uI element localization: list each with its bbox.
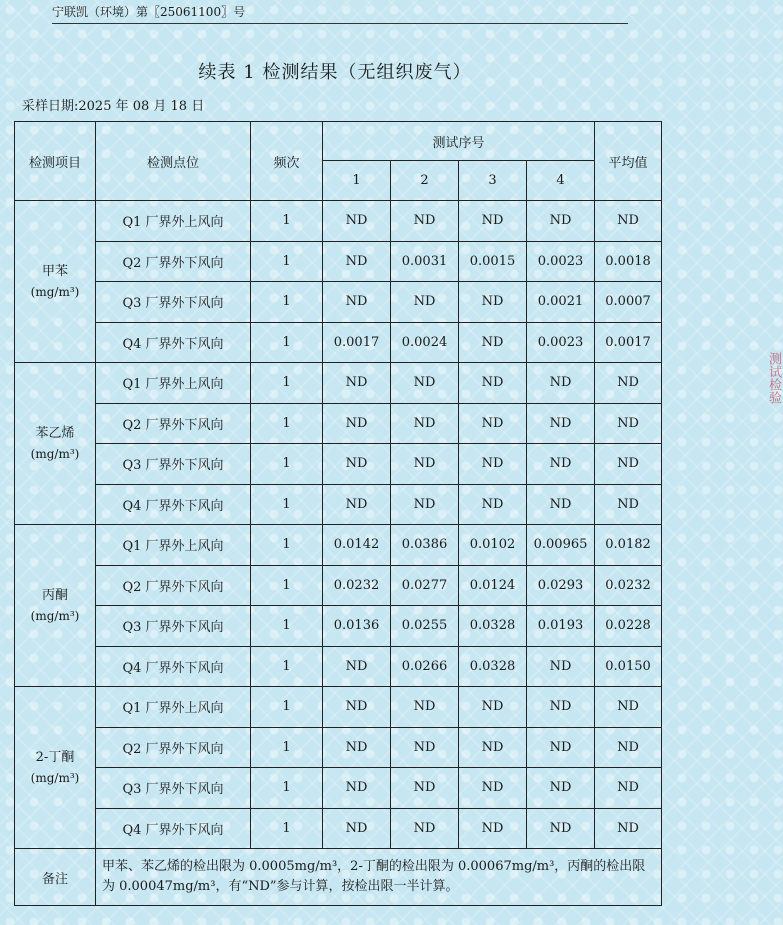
header-seq-4: 4 [527, 161, 595, 201]
value-3-cell: ND [459, 768, 527, 809]
seal-text: 测试检验 [766, 352, 781, 404]
value-4-cell: 0.0023 [527, 322, 595, 363]
frequency-cell: 1 [251, 687, 323, 728]
value-4-cell: ND [527, 808, 595, 849]
value-2-cell: ND [391, 444, 459, 485]
header-average: 平均值 [595, 122, 662, 201]
value-4-cell: 0.0293 [527, 565, 595, 606]
value-1-cell: ND [323, 687, 391, 728]
sample-date: 采样日期:2025 年 08 月 18 日 [22, 99, 205, 114]
value-1-cell: ND [323, 201, 391, 242]
frequency-cell: 1 [251, 727, 323, 768]
table-row [15, 363, 662, 404]
average-cell: 0.0150 [595, 646, 662, 687]
value-1-cell: ND [323, 808, 391, 849]
value-4-cell: ND [527, 444, 595, 485]
table-row [15, 768, 662, 809]
table-row [15, 444, 662, 485]
value-1-cell: 0.0017 [323, 322, 391, 363]
item-name: 苯乙烯 [35, 425, 75, 441]
header-item: 检测项目 [15, 122, 96, 201]
point-cell: Q2 厂界外下风向 [96, 565, 251, 606]
report-number-header: 宁联凯（环境）第〖25061100〗号 [52, 3, 628, 24]
value-1-cell: 0.0136 [323, 606, 391, 647]
value-2-cell: ND [391, 282, 459, 323]
note-label: 备注 [15, 849, 96, 906]
results-table [14, 121, 662, 906]
item-unit: (mg/m³) [30, 284, 80, 299]
note-row [15, 849, 662, 906]
value-2-cell: ND [391, 808, 459, 849]
average-cell: ND [595, 768, 662, 809]
value-3-cell: ND [459, 808, 527, 849]
value-2-cell: 0.0024 [391, 322, 459, 363]
frequency-cell: 1 [251, 241, 323, 282]
value-3-cell: ND [459, 363, 527, 404]
value-1-cell: ND [323, 444, 391, 485]
item-cell [15, 201, 96, 363]
value-4-cell: ND [527, 727, 595, 768]
average-cell: ND [595, 403, 662, 444]
value-3-cell: ND [459, 201, 527, 242]
value-4-cell: ND [527, 768, 595, 809]
item-cell [15, 687, 96, 849]
frequency-cell: 1 [251, 565, 323, 606]
frequency-cell: 1 [251, 808, 323, 849]
item-unit: (mg/m³) [30, 446, 80, 461]
value-3-cell: ND [459, 403, 527, 444]
value-2-cell: ND [391, 768, 459, 809]
value-1-cell: 0.0142 [323, 525, 391, 566]
value-2-cell: ND [391, 403, 459, 444]
value-3-cell: 0.0015 [459, 241, 527, 282]
seal-stamp [763, 352, 779, 452]
value-3-cell: 0.0102 [459, 525, 527, 566]
item-cell [15, 525, 96, 687]
table-row [15, 565, 662, 606]
value-2-cell: 0.0386 [391, 525, 459, 566]
value-3-cell: ND [459, 687, 527, 728]
point-cell: Q2 厂界外下风向 [96, 727, 251, 768]
point-cell: Q4 厂界外下风向 [96, 484, 251, 525]
header-test-sequence: 测试序号 [323, 122, 595, 161]
header-seq-3: 3 [459, 161, 527, 201]
value-1-cell: ND [323, 241, 391, 282]
point-cell: Q3 厂界外下风向 [96, 768, 251, 809]
frequency-cell: 1 [251, 201, 323, 242]
value-2-cell: ND [391, 727, 459, 768]
average-cell: ND [595, 727, 662, 768]
frequency-cell: 1 [251, 768, 323, 809]
value-2-cell: 0.0031 [391, 241, 459, 282]
value-4-cell: ND [527, 484, 595, 525]
value-3-cell: 0.0328 [459, 646, 527, 687]
value-2-cell: ND [391, 201, 459, 242]
value-1-cell: ND [323, 363, 391, 404]
header-seq-2: 2 [391, 161, 459, 201]
table-row [15, 687, 662, 728]
value-1-cell: ND [323, 282, 391, 323]
value-3-cell: ND [459, 727, 527, 768]
value-2-cell: 0.0255 [391, 606, 459, 647]
table-row [15, 201, 662, 242]
table-row [15, 282, 662, 323]
value-1-cell: 0.0232 [323, 565, 391, 606]
frequency-cell: 1 [251, 363, 323, 404]
value-3-cell: ND [459, 282, 527, 323]
frequency-cell: 1 [251, 606, 323, 647]
value-4-cell: 0.0021 [527, 282, 595, 323]
table-row [15, 646, 662, 687]
frequency-cell: 1 [251, 646, 323, 687]
value-3-cell: ND [459, 322, 527, 363]
value-1-cell: ND [323, 403, 391, 444]
value-4-cell: ND [527, 201, 595, 242]
value-4-cell: ND [527, 403, 595, 444]
item-unit: (mg/m³) [30, 608, 80, 623]
value-4-cell: 0.00965 [527, 525, 595, 566]
point-cell: Q1 厂界外上风向 [96, 525, 251, 566]
value-4-cell: ND [527, 687, 595, 728]
average-cell: 0.0232 [595, 565, 662, 606]
point-cell: Q3 厂界外下风向 [96, 282, 251, 323]
point-cell: Q4 厂界外下风向 [96, 646, 251, 687]
item-unit: (mg/m³) [30, 770, 80, 785]
value-2-cell: ND [391, 687, 459, 728]
note-text: 甲苯、苯乙烯的检出限为 0.0005mg/m³，2-丁酮的检出限为 0.00067mg/m³，丙酮的检出限为 0.00047mg/m³，有“ND”参与计算，按检出限一半计算。 [96, 849, 662, 906]
average-cell: 0.0018 [595, 241, 662, 282]
value-2-cell: 0.0277 [391, 565, 459, 606]
average-cell: 0.0007 [595, 282, 662, 323]
average-cell: 0.0182 [595, 525, 662, 566]
average-cell: ND [595, 444, 662, 485]
value-1-cell: ND [323, 768, 391, 809]
point-cell: Q1 厂界外上风向 [96, 363, 251, 404]
item-name: 甲苯 [41, 263, 68, 279]
point-cell: Q2 厂界外下风向 [96, 241, 251, 282]
item-name: 2-丁酮 [35, 749, 75, 765]
frequency-cell: 1 [251, 282, 323, 323]
frequency-cell: 1 [251, 484, 323, 525]
point-cell: Q1 厂界外上风向 [96, 201, 251, 242]
average-cell: 0.0228 [595, 606, 662, 647]
item-cell [15, 363, 96, 525]
value-3-cell: 0.0328 [459, 606, 527, 647]
average-cell: ND [595, 201, 662, 242]
frequency-cell: 1 [251, 525, 323, 566]
frequency-cell: 1 [251, 403, 323, 444]
frequency-cell: 1 [251, 322, 323, 363]
average-cell: 0.0017 [595, 322, 662, 363]
average-cell: ND [595, 687, 662, 728]
average-cell: ND [595, 484, 662, 525]
table-row [15, 241, 662, 282]
table-row [15, 606, 662, 647]
value-4-cell: ND [527, 646, 595, 687]
point-cell: Q2 厂界外下风向 [96, 403, 251, 444]
table-row [15, 727, 662, 768]
point-cell: Q3 厂界外下风向 [96, 606, 251, 647]
page-title: 续表 1 检测结果（无组织废气） [198, 62, 472, 83]
frequency-cell: 1 [251, 444, 323, 485]
value-2-cell: ND [391, 484, 459, 525]
value-4-cell: 0.0193 [527, 606, 595, 647]
value-2-cell: 0.0266 [391, 646, 459, 687]
table-row [15, 322, 662, 363]
point-cell: Q1 厂界外上风向 [96, 687, 251, 728]
header-seq-1: 1 [323, 161, 391, 201]
table-row [15, 808, 662, 849]
value-3-cell: ND [459, 484, 527, 525]
value-1-cell: ND [323, 484, 391, 525]
value-4-cell: ND [527, 363, 595, 404]
item-name: 丙酮 [41, 587, 68, 603]
value-2-cell: ND [391, 363, 459, 404]
value-1-cell: ND [323, 727, 391, 768]
value-3-cell: ND [459, 444, 527, 485]
table-row [15, 525, 662, 566]
value-4-cell: 0.0023 [527, 241, 595, 282]
value-1-cell: ND [323, 646, 391, 687]
header-point: 检测点位 [96, 122, 251, 201]
point-cell: Q4 厂界外下风向 [96, 322, 251, 363]
point-cell: Q3 厂界外下风向 [96, 444, 251, 485]
value-3-cell: 0.0124 [459, 565, 527, 606]
point-cell: Q4 厂界外下风向 [96, 808, 251, 849]
table-row [15, 484, 662, 525]
average-cell: ND [595, 808, 662, 849]
average-cell: ND [595, 363, 662, 404]
table-row [15, 403, 662, 444]
header-frequency: 频次 [251, 122, 323, 201]
